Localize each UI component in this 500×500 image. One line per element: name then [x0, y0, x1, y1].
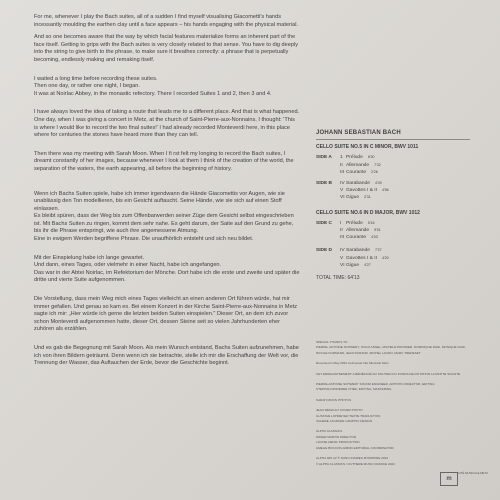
en-paragraph-1: For me, whenever I play the Bach suites, all of a sudden I find myself visualising Giacometti's hands incessantly moulding the earthen clay until a face appears – his hands engaging with the physical material. — [34, 14, 298, 28]
track-row: IV Sarabande 4'39 — [340, 181, 382, 187]
side-label: SIDE C — [316, 220, 332, 226]
side-b-tracks — [340, 180, 389, 202]
credit-line: SARAH MOON PHOTOS — [316, 397, 352, 402]
en-paragraph-2: And so one becomes aware that the way by which facial features materialize forms an inherent part of the face itself. Getting to grips with the Bach suites is very closely related to that sense. You have to dig deeply into the string to give birth to the phrase, to make sure it breathes correctly: a phrase that is perpetually becoming, endlessly making and remaking itself. — [34, 34, 298, 63]
credit-line: DIDIER MARTIN DIRECTOR — [316, 434, 357, 439]
composer-name: JOHANN SEBASTIAN BACH — [316, 130, 401, 136]
credit-line: ALPHA CLASSICS — [316, 429, 343, 434]
de-line-1: Mit der Einspielung habe ich lange gewartet. — [34, 254, 145, 261]
side-d-block — [316, 247, 466, 269]
track-row: III Courante 2'26 — [340, 169, 378, 175]
side-c-block — [316, 220, 466, 242]
track-row: VI Gigue 2'31 — [340, 195, 371, 201]
side-a-tracks — [340, 154, 381, 176]
en-line-1: I waited a long time before recording these suites. — [34, 75, 158, 82]
credit-line: CET ENREGISTREMENT A BÉNÉFICIÉ DU SOUTIEN DU FONDS DE DOTATION LA PETITE SOLISTE — [316, 371, 461, 376]
de-line-3: Das war in der Abtei Noirlac, im Refektorium der Mönche. Dort habe ich die erste und zweite und später die dritte und vierte Suite aufgenommen. — [34, 269, 300, 284]
en-paragraph-3: I have always loved the idea of taking a route that leads me to a different place. And that is what happened. One day, when I was giving a concert in Metz, at the church of Saint-Pierre-aux-Nonnains, I thought: 'This is where I would like to record the two final suites!' I had already recorded Monteverdi here, in this place where for centuries the stones have heard more than they can tell. — [34, 109, 300, 139]
side-b-block — [316, 180, 466, 202]
de-paragraph-1: Wenn ich Bachs Suiten spiele, habe ich immer irgendwann die Hände Giacomettis vor Augen, wie sie unablässig den Ton modellieren, bis ein Gesicht auftaucht. Seine Hände, wie sie sich auf einen Stoff einlassen. — [34, 190, 285, 212]
suite-6-title: CELLO SUITE NO.6 IN D MAJOR, BWV 1012 — [316, 209, 420, 216]
side-c-tracks — [340, 220, 381, 242]
en-line-3: It was at Noirlac Abbey, in the monastic refectory. There I recorded Suites 1 and 2, then 3 and 4. — [34, 90, 272, 97]
label-logo-text: CITÉ MUSICALE METZ — [458, 471, 488, 475]
liner-notes-english — [34, 14, 300, 174]
total-time: TOTAL TIME: 64'13 — [316, 275, 360, 282]
credit-line: NICOLE DURMAND, JEAN DURAND, MICHEL LAVAIN, MARC TREDESET — [316, 350, 421, 355]
credit-line: ALPHA 925 LP ® SONO INSIDES MYRRHINE 2024 — [316, 456, 389, 461]
en-line-2: Then one day, or rather one night, I began. — [34, 83, 140, 90]
side-label: SIDE A — [316, 155, 332, 161]
credit-line: JEAN RENAULT COVER PHOTO — [316, 408, 363, 413]
credit-line: SPECIAL THANKS TO — [316, 340, 348, 344]
credit-line: PIERRE-ANTOINE SCHWERY SOUND ENGINEER, ARTISTIC DIRECTOR, EDITING — [316, 382, 435, 387]
de-paragraph-2: Es bleibt spüren, dass der Weg bis zum Offenbarwerden seiner Züge dem Gesicht selbst eingeschrieben ist. Mit Bachs Suiten zu ringen, kommt dem sehr nahe. Es geht darum, der Saite auf den Grund zu gehe, bis ihr die Phrase entspringt, wie auch ihre angemessene Atmung. — [34, 213, 294, 235]
track-row: II Allemande 7'32 — [340, 162, 381, 168]
side-label: SIDE B — [316, 181, 332, 187]
credit-line: STEPHAN MORENDE CHIEF, EDITING, MASTERING — [316, 387, 392, 392]
credit-line: VALERIE LAGRADE GRAPHIC DESIGN — [316, 419, 373, 424]
credit-line: Recorded in May 2022 at Arsenal Cité Musicale Metz — [316, 361, 389, 366]
credits — [316, 340, 470, 467]
side-a-block — [316, 154, 466, 176]
de-paragraph-4: Die Vorstellung, dass mein Weg mich eines Tages vielleicht an einen anderen Ort führen würde, hat mir immer gefallen. Und genau so kam es. Bei einem Konzert in der Kirche Saint-Pierre-aux-Nonnains in Metz sagte ich mir: „Hier würde ich gerne die letzten beiden Suiten einspielen." Dieser Ort, an dem ich zuvor schon Monteverdi aufgenommen hatte, dieser Ort, dessen Steine seit so vielen Jahrhunderten eher zuhören als erzählen. — [34, 296, 298, 333]
track-row: V Gavottes I & II 4'56 — [340, 188, 389, 194]
liner-notes — [34, 14, 300, 373]
credit-line: PIERRE, ANTOINE SCHWERY, HUGO ANSEL, MICHELE PROSSER, DOMINIQUE DANI, MONIQUE DANI, — [316, 345, 466, 350]
liner-notes-german — [34, 191, 300, 368]
credit-line: AMELIE BOCCON-GIBOD EDITORIAL COORDINATOR — [316, 445, 394, 450]
de-paragraph-5: Und es gab die Begegnung mit Sarah Moon. Als mein Wunsch entstand, Bachs Suiten aufzunehmen, habe ich von ihren Bildern geträumt. Denn wenn ich sie betrachte, stelle ich mir die Erschaffung der Welt vor, die Trennung der Wasser, das Auftauchen der Erde, bevor die Geschichte beginnt. — [34, 345, 299, 367]
tracklist — [316, 130, 466, 282]
de-line-2: Und dann, eines Tages, oder vielmehr in einer Nacht, habe ich angefangen. — [34, 262, 222, 269]
en-paragraph-4: Then there was my meeting with Sarah Moon. When I fi rst felt my longing to record the Bach suites, I dreamt constantly of her images, because whenever I look at them I think of the creation of the world, the separation of the waters, the earth appearing, all before the beginning of history. — [34, 150, 294, 172]
side-d-tracks — [340, 247, 389, 269]
credit-line: LOUISE DENIC PRODUCTION — [316, 440, 360, 445]
track-row: III Courante 4'03 — [340, 235, 378, 241]
track-row: 1 Prélude 6'30 — [340, 155, 375, 161]
label-logo-icon: m — [440, 472, 458, 486]
suite-5-title: CELLO SUITE NO.5 IN C MINOR, BWV 1011 — [316, 144, 419, 151]
track-row: VI Gigue 4'27 — [340, 262, 371, 268]
divider — [316, 139, 470, 140]
track-row: IV Sarabande 7'27 — [340, 248, 382, 254]
side-label: SIDE D — [316, 248, 332, 254]
track-row: II Allemande 9'01 — [340, 228, 381, 234]
credit-line: GUSTAVE LOHMEYER TEXTE TRADUCTION — [316, 413, 381, 418]
credit-line: © ALPHA CLASSICS / OUTHERE MUSIC FRANCE 2024 — [316, 461, 395, 466]
de-paragraph-3: Eine in ewigem Werden begriffene Phrase. Die unaufhörlich entsteht und sich neu bildet. — [34, 236, 254, 243]
track-row: V Gavottes I & II 4'20 — [340, 255, 389, 261]
track-row: I Prélude 5'16 — [340, 220, 375, 226]
